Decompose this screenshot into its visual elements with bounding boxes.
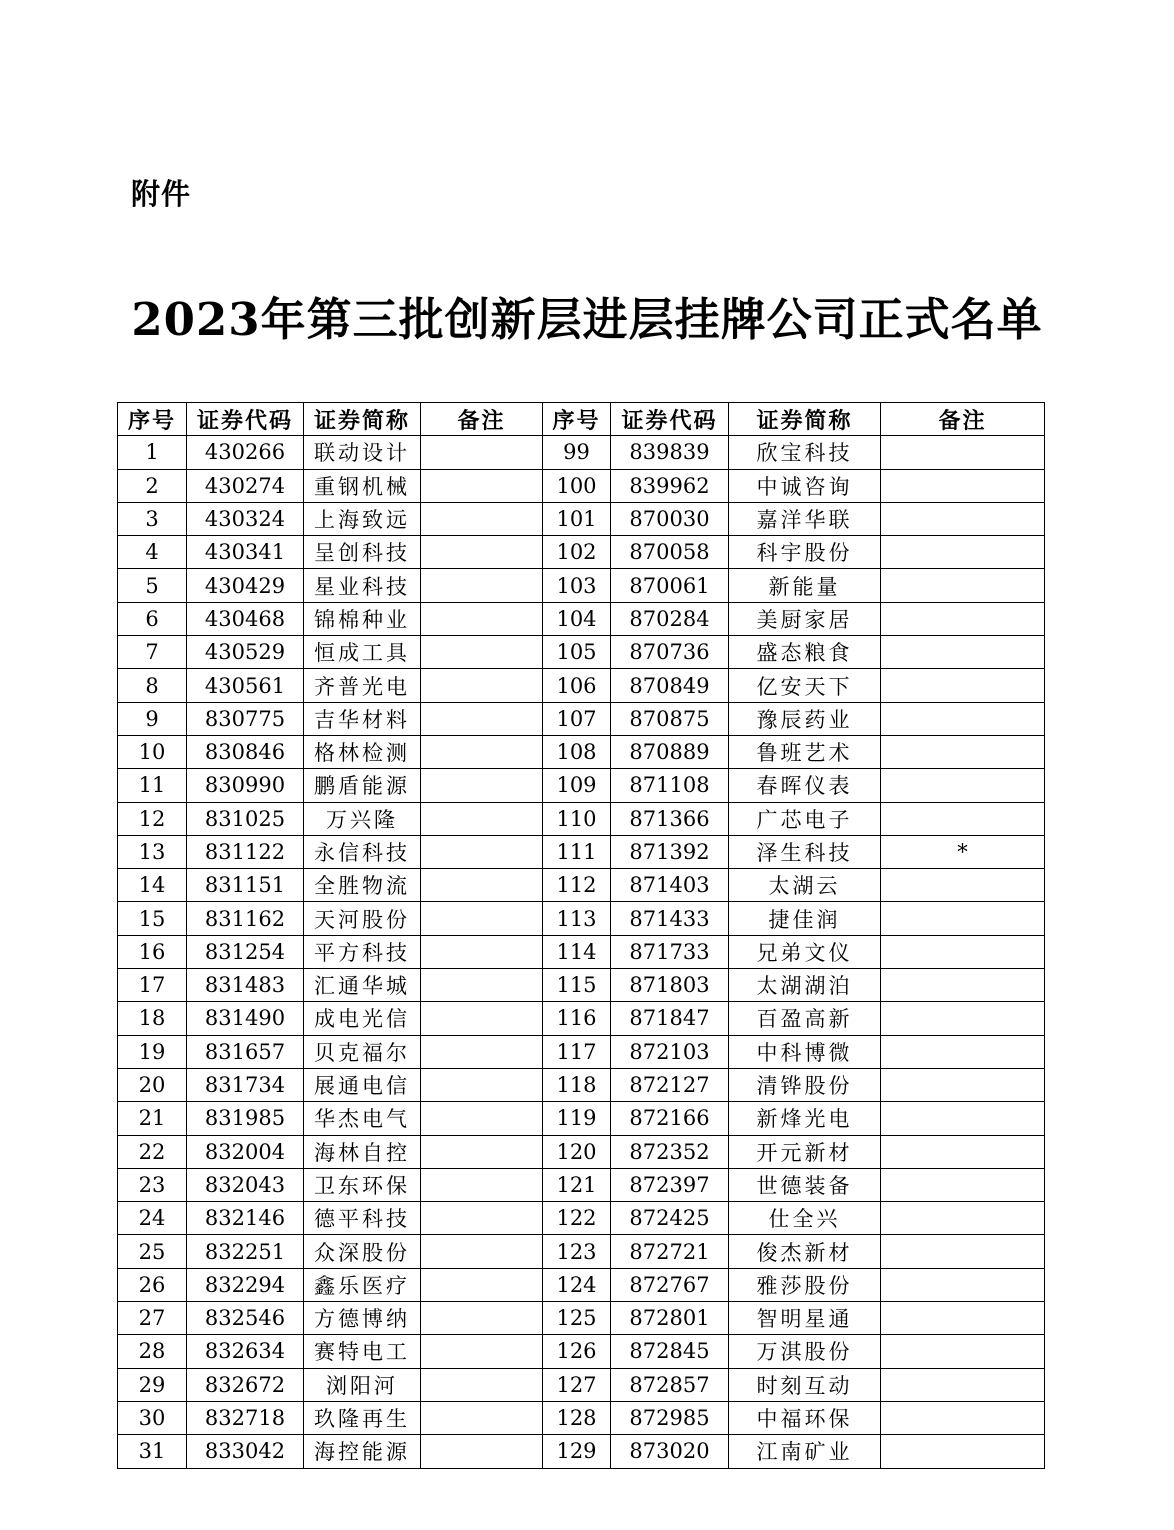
security-name: 海林自控 [304, 1135, 421, 1168]
security-name: 豫辰药业 [729, 702, 881, 735]
security-name: 盛态粮食 [729, 636, 881, 669]
security-name: 兄弟文仪 [729, 935, 881, 968]
table-row [118, 436, 1045, 469]
table-row [118, 636, 1045, 669]
remark [881, 602, 1045, 635]
security-code: 430266 [187, 436, 304, 469]
security-code: 832634 [187, 1335, 304, 1368]
security-code: 870058 [611, 536, 729, 569]
row-index: 107 [543, 702, 611, 735]
row-index: 29 [118, 1368, 187, 1401]
row-index: 12 [118, 802, 187, 835]
security-name: 卫东环保 [304, 1168, 421, 1201]
remark [421, 1035, 543, 1068]
remark [421, 1102, 543, 1135]
table-row [118, 1202, 1045, 1235]
security-name: 春晖仪表 [729, 769, 881, 802]
security-code: 872352 [611, 1135, 729, 1168]
security-code: 831254 [187, 935, 304, 968]
security-code: 872985 [611, 1401, 729, 1434]
security-name: 联动设计 [304, 436, 421, 469]
remark [421, 636, 543, 669]
row-index: 101 [543, 502, 611, 535]
security-name: 世德装备 [729, 1168, 881, 1201]
remark [421, 502, 543, 535]
row-index: 23 [118, 1168, 187, 1201]
row-index: 109 [543, 769, 611, 802]
row-index: 122 [543, 1202, 611, 1235]
remark [421, 769, 543, 802]
security-code: 871847 [611, 1002, 729, 1035]
security-name: 汇通华城 [304, 969, 421, 1002]
security-code: 832146 [187, 1202, 304, 1235]
row-index: 17 [118, 969, 187, 1002]
security-name: 德平科技 [304, 1202, 421, 1235]
security-name: 百盈高新 [729, 1002, 881, 1035]
table-row [118, 835, 1045, 868]
security-name: 俊杰新材 [729, 1235, 881, 1268]
table-row [118, 869, 1045, 902]
security-name: 万淇股份 [729, 1335, 881, 1368]
remark [881, 1235, 1045, 1268]
security-name: 全胜物流 [304, 869, 421, 902]
security-name: 方德博纳 [304, 1302, 421, 1335]
security-code: 870030 [611, 502, 729, 535]
security-name: 美厨家居 [729, 602, 881, 635]
row-index: 11 [118, 769, 187, 802]
security-name: 成电光信 [304, 1002, 421, 1035]
security-code: 871803 [611, 969, 729, 1002]
page-title: 2023年第三批创新层进层挂牌公司正式名单 [131, 293, 1043, 346]
row-index: 9 [118, 702, 187, 735]
row-index: 117 [543, 1035, 611, 1068]
remark [421, 802, 543, 835]
security-code: 831657 [187, 1035, 304, 1068]
remark [421, 869, 543, 902]
security-name: 永信科技 [304, 835, 421, 868]
row-index: 104 [543, 602, 611, 635]
security-code: 872166 [611, 1102, 729, 1135]
remark [881, 1368, 1045, 1401]
table-row [118, 1135, 1045, 1168]
remark [881, 1268, 1045, 1301]
col-header-code: 证券代码 [187, 403, 304, 436]
security-name: 江南矿业 [729, 1435, 881, 1468]
col-header-name-2: 证券简称 [729, 403, 881, 436]
security-name: 泽生科技 [729, 835, 881, 868]
row-index: 13 [118, 835, 187, 868]
remark [881, 1002, 1045, 1035]
security-name: 中福环保 [729, 1401, 881, 1434]
row-index: 115 [543, 969, 611, 1002]
security-name: 格林检测 [304, 735, 421, 768]
remark [881, 636, 1045, 669]
security-code: 839839 [611, 436, 729, 469]
row-index: 121 [543, 1168, 611, 1201]
security-code: 430429 [187, 569, 304, 602]
remark [881, 769, 1045, 802]
table-row [118, 469, 1045, 502]
col-header-name: 证券简称 [304, 403, 421, 436]
col-header-note: 备注 [421, 403, 543, 436]
security-name: 欣宝科技 [729, 436, 881, 469]
col-header-code-2: 证券代码 [611, 403, 729, 436]
row-index: 3 [118, 502, 187, 535]
security-name: 众深股份 [304, 1235, 421, 1268]
row-index: 19 [118, 1035, 187, 1068]
row-index: 118 [543, 1068, 611, 1101]
security-name: 捷佳润 [729, 902, 881, 935]
table-row [118, 1268, 1045, 1301]
security-name: 平方科技 [304, 935, 421, 968]
table-row [118, 536, 1045, 569]
security-code: 870061 [611, 569, 729, 602]
security-code: 870736 [611, 636, 729, 669]
security-code: 872857 [611, 1368, 729, 1401]
remark [881, 569, 1045, 602]
security-name: 新能量 [729, 569, 881, 602]
security-name: 仕全兴 [729, 1202, 881, 1235]
row-index: 1 [118, 436, 187, 469]
table-row [118, 669, 1045, 702]
row-index: 21 [118, 1102, 187, 1135]
security-name: 嘉洋华联 [729, 502, 881, 535]
remark [881, 1135, 1045, 1168]
remark [881, 702, 1045, 735]
row-index: 27 [118, 1302, 187, 1335]
row-index: 10 [118, 735, 187, 768]
security-code: 872103 [611, 1035, 729, 1068]
row-index: 106 [543, 669, 611, 702]
remark [881, 1302, 1045, 1335]
row-index: 126 [543, 1335, 611, 1368]
row-index: 8 [118, 669, 187, 702]
row-index: 4 [118, 536, 187, 569]
row-index: 127 [543, 1368, 611, 1401]
security-name: 开元新材 [729, 1135, 881, 1168]
remark [881, 935, 1045, 968]
table-row [118, 1002, 1045, 1035]
table-row [118, 802, 1045, 835]
row-index: 14 [118, 869, 187, 902]
security-name: 呈创科技 [304, 536, 421, 569]
security-name: 锦棉种业 [304, 602, 421, 635]
security-code: 830846 [187, 735, 304, 768]
row-index: 28 [118, 1335, 187, 1368]
security-code: 832004 [187, 1135, 304, 1168]
remark [881, 1435, 1045, 1468]
security-name: 浏阳河 [304, 1368, 421, 1401]
remark [421, 1302, 543, 1335]
security-code: 872801 [611, 1302, 729, 1335]
security-name: 海控能源 [304, 1435, 421, 1468]
table-row [118, 902, 1045, 935]
remark [881, 669, 1045, 702]
security-name: 太湖云 [729, 869, 881, 902]
remark [421, 902, 543, 935]
security-code: 832251 [187, 1235, 304, 1268]
row-index: 7 [118, 636, 187, 669]
security-code: 870284 [611, 602, 729, 635]
security-code: 872127 [611, 1068, 729, 1101]
remark [421, 935, 543, 968]
security-code: 872721 [611, 1235, 729, 1268]
row-index: 24 [118, 1202, 187, 1235]
security-name: 太湖湖泊 [729, 969, 881, 1002]
row-index: 31 [118, 1435, 187, 1468]
row-index: 108 [543, 735, 611, 768]
col-header-note-2: 备注 [881, 403, 1045, 436]
row-index: 116 [543, 1002, 611, 1035]
security-name: 雅莎股份 [729, 1268, 881, 1301]
row-index: 120 [543, 1135, 611, 1168]
table-row [118, 1368, 1045, 1401]
table-header-row [118, 403, 1045, 436]
row-index: 113 [543, 902, 611, 935]
remark [421, 1435, 543, 1468]
table-body [118, 436, 1045, 1468]
security-code: 832294 [187, 1268, 304, 1301]
security-code: 872767 [611, 1268, 729, 1301]
security-name: 中科博微 [729, 1035, 881, 1068]
row-index: 20 [118, 1068, 187, 1101]
row-index: 15 [118, 902, 187, 935]
remark [421, 1202, 543, 1235]
row-index: 16 [118, 935, 187, 968]
security-code: 430468 [187, 602, 304, 635]
security-code: 872425 [611, 1202, 729, 1235]
remark [421, 1368, 543, 1401]
remark [421, 602, 543, 635]
security-code: 831483 [187, 969, 304, 1002]
security-name: 万兴隆 [304, 802, 421, 835]
row-index: 128 [543, 1401, 611, 1434]
row-index: 102 [543, 536, 611, 569]
remark [881, 1035, 1045, 1068]
row-index: 119 [543, 1102, 611, 1135]
table-row [118, 1235, 1045, 1268]
remark [881, 1202, 1045, 1235]
security-code: 430561 [187, 669, 304, 702]
remark [421, 469, 543, 502]
security-code: 831151 [187, 869, 304, 902]
row-index: 6 [118, 602, 187, 635]
row-index: 25 [118, 1235, 187, 1268]
security-name: 亿安天下 [729, 669, 881, 702]
security-code: 831985 [187, 1102, 304, 1135]
row-index: 100 [543, 469, 611, 502]
remark [421, 536, 543, 569]
table-row [118, 1102, 1045, 1135]
remark [421, 569, 543, 602]
remark [421, 835, 543, 868]
row-index: 124 [543, 1268, 611, 1301]
security-name: 贝克福尔 [304, 1035, 421, 1068]
security-code: 833042 [187, 1435, 304, 1468]
security-name: 吉华材料 [304, 702, 421, 735]
table-row [118, 1302, 1045, 1335]
remark [881, 1168, 1045, 1201]
security-code: 871433 [611, 902, 729, 935]
table-row [118, 735, 1045, 768]
row-index: 5 [118, 569, 187, 602]
table-row [118, 769, 1045, 802]
row-index: 111 [543, 835, 611, 868]
row-index: 129 [543, 1435, 611, 1468]
security-code: 870875 [611, 702, 729, 735]
row-index: 110 [543, 802, 611, 835]
security-name: 齐普光电 [304, 669, 421, 702]
security-code: 832672 [187, 1368, 304, 1401]
row-index: 112 [543, 869, 611, 902]
row-index: 18 [118, 1002, 187, 1035]
company-list-table [117, 402, 1045, 1469]
remark [421, 702, 543, 735]
remark [881, 869, 1045, 902]
security-code: 872845 [611, 1335, 729, 1368]
row-index: 99 [543, 436, 611, 469]
remark [881, 436, 1045, 469]
security-code: 430324 [187, 502, 304, 535]
security-name: 新烽光电 [729, 1102, 881, 1135]
remark [421, 1401, 543, 1434]
remark [881, 469, 1045, 502]
remark [421, 1068, 543, 1101]
security-name: 星业科技 [304, 569, 421, 602]
table-row [118, 1035, 1045, 1068]
table-row [118, 1168, 1045, 1201]
remark [421, 969, 543, 1002]
security-code: 873020 [611, 1435, 729, 1468]
remark [881, 1068, 1045, 1101]
security-name: 赛特电工 [304, 1335, 421, 1368]
security-name: 中诚咨询 [729, 469, 881, 502]
remark [881, 1335, 1045, 1368]
row-index: 103 [543, 569, 611, 602]
security-name: 智明星通 [729, 1302, 881, 1335]
row-index: 123 [543, 1235, 611, 1268]
table-row [118, 702, 1045, 735]
security-code: 831490 [187, 1002, 304, 1035]
security-code: 430529 [187, 636, 304, 669]
remark [421, 1235, 543, 1268]
security-name: 科宇股份 [729, 536, 881, 569]
table-row [118, 502, 1045, 535]
remark [881, 502, 1045, 535]
row-index: 114 [543, 935, 611, 968]
row-index: 22 [118, 1135, 187, 1168]
table-row [118, 602, 1045, 635]
security-code: 870849 [611, 669, 729, 702]
security-code: 871392 [611, 835, 729, 868]
security-code: 831122 [187, 835, 304, 868]
security-name: 鲁班艺术 [729, 735, 881, 768]
col-header-index: 序号 [118, 403, 187, 436]
remark [881, 536, 1045, 569]
security-code: 870889 [611, 735, 729, 768]
security-name: 天河股份 [304, 902, 421, 935]
remark [881, 735, 1045, 768]
remark [881, 969, 1045, 1002]
col-header-index-2: 序号 [543, 403, 611, 436]
remark [421, 1135, 543, 1168]
security-code: 832718 [187, 1401, 304, 1434]
security-code: 871403 [611, 869, 729, 902]
security-code: 839962 [611, 469, 729, 502]
security-code: 871733 [611, 935, 729, 968]
security-code: 831734 [187, 1068, 304, 1101]
security-name: 上海致远 [304, 502, 421, 535]
security-name: 鹏盾能源 [304, 769, 421, 802]
security-name: 玖隆再生 [304, 1401, 421, 1434]
table-row [118, 935, 1045, 968]
table-row [118, 969, 1045, 1002]
security-code: 830990 [187, 769, 304, 802]
table-row [118, 1401, 1045, 1434]
attachment-label: 附件 [131, 177, 192, 211]
row-index: 2 [118, 469, 187, 502]
table-row [118, 1435, 1045, 1468]
security-code: 830775 [187, 702, 304, 735]
row-index: 105 [543, 636, 611, 669]
remark [421, 1268, 543, 1301]
security-name: 恒成工具 [304, 636, 421, 669]
table-row [118, 569, 1045, 602]
remark [421, 1002, 543, 1035]
remark [421, 1168, 543, 1201]
remark [421, 735, 543, 768]
security-code: 831025 [187, 802, 304, 835]
remark [421, 669, 543, 702]
row-index: 125 [543, 1302, 611, 1335]
security-code: 832043 [187, 1168, 304, 1201]
remark: * [881, 835, 1045, 868]
security-name: 清铧股份 [729, 1068, 881, 1101]
security-code: 871108 [611, 769, 729, 802]
security-name: 华杰电气 [304, 1102, 421, 1135]
security-code: 871366 [611, 802, 729, 835]
remark [881, 1102, 1045, 1135]
row-index: 26 [118, 1268, 187, 1301]
security-name: 广芯电子 [729, 802, 881, 835]
table-row [118, 1335, 1045, 1368]
table-row [118, 1068, 1045, 1101]
remark [881, 802, 1045, 835]
remark [421, 436, 543, 469]
security-name: 重钢机械 [304, 469, 421, 502]
security-code: 430274 [187, 469, 304, 502]
security-name: 鑫乐医疗 [304, 1268, 421, 1301]
remark [421, 1335, 543, 1368]
security-code: 832546 [187, 1302, 304, 1335]
security-code: 831162 [187, 902, 304, 935]
security-name: 展通电信 [304, 1068, 421, 1101]
security-code: 430341 [187, 536, 304, 569]
remark [881, 902, 1045, 935]
row-index: 30 [118, 1401, 187, 1434]
remark [881, 1401, 1045, 1434]
security-code: 872397 [611, 1168, 729, 1201]
security-name: 时刻互动 [729, 1368, 881, 1401]
